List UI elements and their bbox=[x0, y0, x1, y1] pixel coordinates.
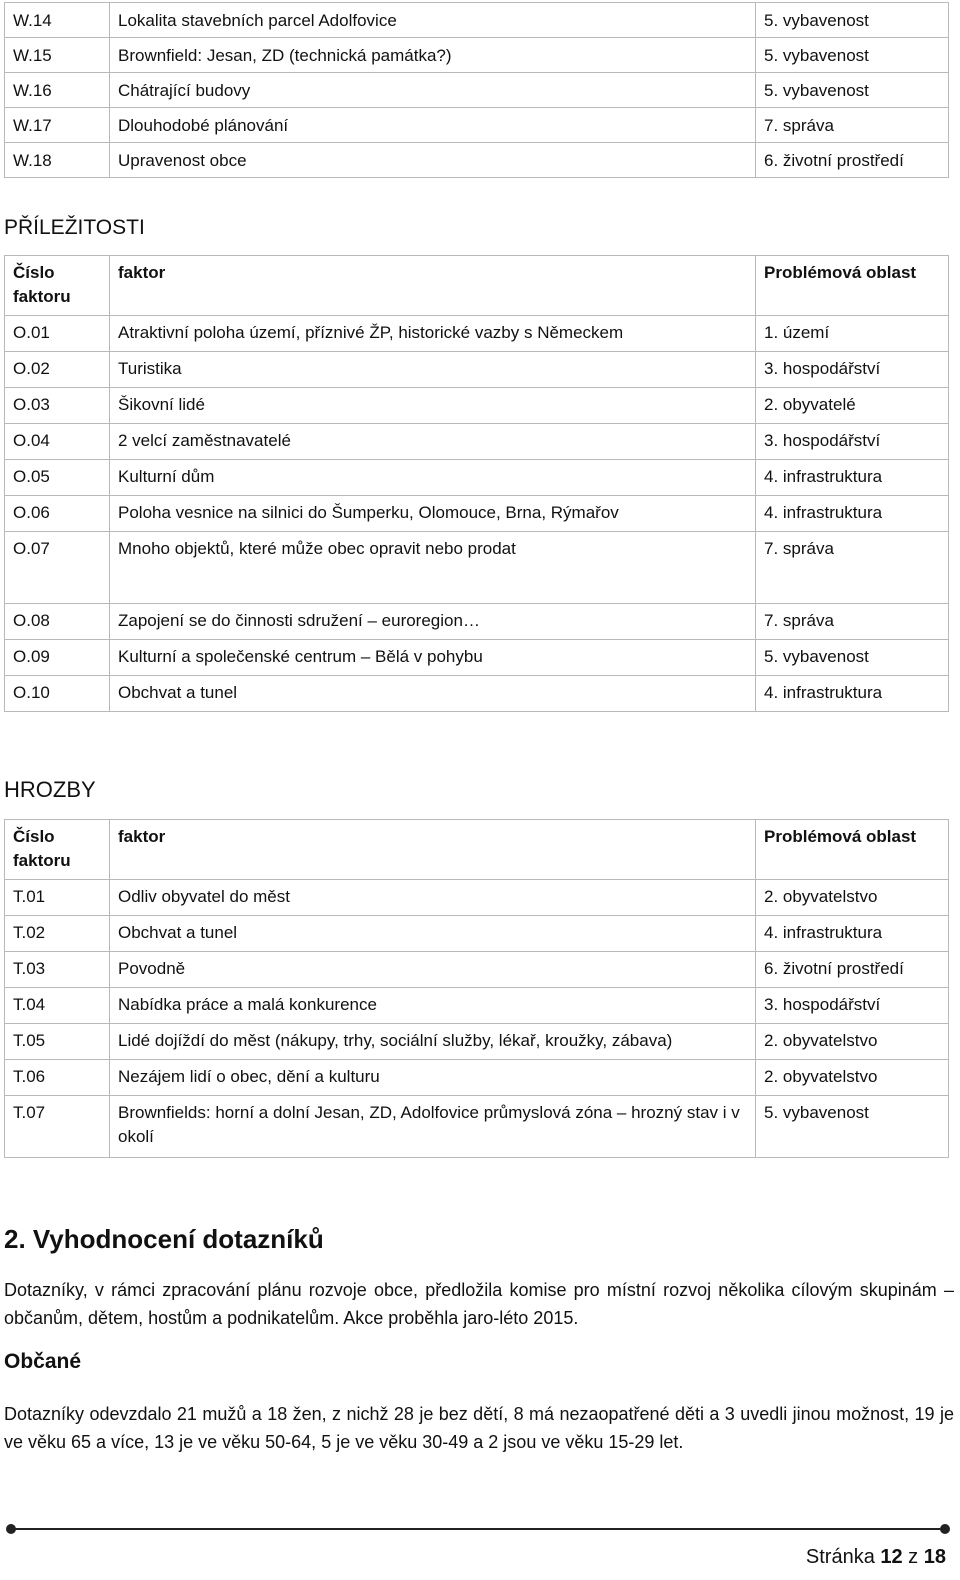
cell-factor: Nezájem lidí o obec, dění a kulturu bbox=[110, 1060, 756, 1096]
citizens-text: Dotazníky odevzdalo 21 mužů a 18 žen, z nichž 28 je bez dětí, 8 má nezaopatřené děti a 3 uvedli jinou možnost, 19 je ve věku 65 a více, 13 je ve věku 50-64, 5 je ve věku 30-49 a 2 jsou ve věku 15-29 let. bbox=[4, 1404, 954, 1452]
cell-id: O.09 bbox=[5, 640, 110, 676]
cell-id: T.05 bbox=[5, 1024, 110, 1060]
table-row bbox=[5, 38, 949, 73]
table-row bbox=[5, 988, 949, 1024]
table-row bbox=[5, 108, 949, 143]
cell-id: O.06 bbox=[5, 496, 110, 532]
table-row bbox=[5, 676, 949, 712]
cell-id: W.16 bbox=[5, 73, 110, 108]
cell-area: 5. vybavenost bbox=[756, 73, 949, 108]
cell-area: 4. infrastruktura bbox=[756, 676, 949, 712]
cell-area: 6. životní prostředí bbox=[756, 143, 949, 178]
header-factor: faktor bbox=[110, 256, 756, 316]
cell-area: 6. životní prostředí bbox=[756, 952, 949, 988]
cell-factor: Atraktivní poloha území, příznivé ŽP, historické vazby s Německem bbox=[110, 316, 756, 352]
footer-dot-left bbox=[6, 1524, 16, 1534]
table-row bbox=[5, 952, 949, 988]
cell-id: O.08 bbox=[5, 604, 110, 640]
cell-area: 7. správa bbox=[756, 604, 949, 640]
cell-id: T.03 bbox=[5, 952, 110, 988]
cell-area: 3. hospodářství bbox=[756, 988, 949, 1024]
cell-factor: Brownfield: Jesan, ZD (technická památka?) bbox=[110, 38, 756, 73]
cell-factor: 2 velcí zaměstnavatelé bbox=[110, 424, 756, 460]
cell-area: 5. vybavenost bbox=[756, 38, 949, 73]
cell-factor: Zapojení se do činnosti sdružení – euroregion… bbox=[110, 604, 756, 640]
header-area: Problémová oblast bbox=[756, 820, 949, 880]
footer-dot-right bbox=[940, 1524, 950, 1534]
cell-area: 1. území bbox=[756, 316, 949, 352]
cell-id: T.07 bbox=[5, 1096, 110, 1158]
cell-id: W.15 bbox=[5, 38, 110, 73]
table-row bbox=[5, 3, 949, 38]
threats-table bbox=[4, 819, 949, 1158]
table-row bbox=[5, 424, 949, 460]
cell-id: T.04 bbox=[5, 988, 110, 1024]
header-id: Číslo faktoru bbox=[5, 256, 110, 316]
cell-id: T.06 bbox=[5, 1060, 110, 1096]
cell-area: 7. správa bbox=[756, 532, 949, 604]
threats-title: HROZBY bbox=[4, 777, 96, 802]
cell-area: 7. správa bbox=[756, 108, 949, 143]
cell-id: T.02 bbox=[5, 916, 110, 952]
header-factor: faktor bbox=[110, 820, 756, 880]
cell-factor: Turistika bbox=[110, 352, 756, 388]
cell-id: O.07 bbox=[5, 532, 110, 604]
table-row bbox=[5, 143, 949, 178]
cell-factor: Obchvat a tunel bbox=[110, 676, 756, 712]
table-row bbox=[5, 460, 949, 496]
table-row bbox=[5, 496, 949, 532]
cell-factor: Chátrající budovy bbox=[110, 73, 756, 108]
weaknesses-table bbox=[4, 2, 949, 178]
table-row bbox=[5, 1060, 949, 1096]
opportunities-title: PŘÍLEŽITOSTI bbox=[4, 216, 145, 239]
cell-area: 4. infrastruktura bbox=[756, 916, 949, 952]
cell-id: O.10 bbox=[5, 676, 110, 712]
table-row bbox=[5, 1024, 949, 1060]
cell-factor: Poloha vesnice na silnici do Šumperku, Olomouce, Brna, Rýmařov bbox=[110, 496, 756, 532]
table-row bbox=[5, 1096, 949, 1158]
table-row bbox=[5, 880, 949, 916]
cell-factor: Upravenost obce bbox=[110, 143, 756, 178]
cell-area: 2. obyvatelstvo bbox=[756, 1060, 949, 1096]
cell-area: 4. infrastruktura bbox=[756, 460, 949, 496]
cell-id: O.02 bbox=[5, 352, 110, 388]
table-row bbox=[5, 532, 949, 604]
cell-id: W.18 bbox=[5, 143, 110, 178]
table-row bbox=[5, 604, 949, 640]
cell-area: 2. obyvatelé bbox=[756, 388, 949, 424]
cell-area: 4. infrastruktura bbox=[756, 496, 949, 532]
opportunities-table bbox=[4, 255, 949, 712]
cell-factor: Povodně bbox=[110, 952, 756, 988]
cell-factor: Lidé dojíždí do měst (nákupy, trhy, sociální služby, lékař, kroužky, zábava) bbox=[110, 1024, 756, 1060]
cell-area: 3. hospodářství bbox=[756, 424, 949, 460]
table-row bbox=[5, 73, 949, 108]
cell-id: O.03 bbox=[5, 388, 110, 424]
table-row bbox=[5, 352, 949, 388]
cell-area: 5. vybavenost bbox=[756, 3, 949, 38]
cell-id: O.04 bbox=[5, 424, 110, 460]
table-header-row bbox=[5, 820, 949, 880]
cell-id: O.01 bbox=[5, 316, 110, 352]
cell-factor: Šikovní lidé bbox=[110, 388, 756, 424]
cell-factor: Odliv obyvatel do měst bbox=[110, 880, 756, 916]
cell-id: T.01 bbox=[5, 880, 110, 916]
cell-id: W.17 bbox=[5, 108, 110, 143]
footer-divider bbox=[10, 1528, 944, 1530]
cell-factor: Brownfields: horní a dolní Jesan, ZD, Adolfovice průmyslová zóna – hrozný stav i v okolí bbox=[110, 1096, 756, 1158]
cell-id: O.05 bbox=[5, 460, 110, 496]
cell-area: 2. obyvatelstvo bbox=[756, 1024, 949, 1060]
cell-area: 5. vybavenost bbox=[756, 640, 949, 676]
table-row bbox=[5, 640, 949, 676]
table-row bbox=[5, 388, 949, 424]
header-area: Problémová oblast bbox=[756, 256, 949, 316]
table-row bbox=[5, 316, 949, 352]
header-id: Číslo faktoru bbox=[5, 820, 110, 880]
cell-factor: Kulturní a společenské centrum – Bělá v pohybu bbox=[110, 640, 756, 676]
table-header-row bbox=[5, 256, 949, 316]
cell-area: 3. hospodářství bbox=[756, 352, 949, 388]
cell-factor: Lokalita stavebních parcel Adolfovice bbox=[110, 3, 756, 38]
cell-factor: Obchvat a tunel bbox=[110, 916, 756, 952]
page-number: Stránka 12 z 18 bbox=[805, 1546, 946, 1568]
survey-intro: Dotazníky, v rámci zpracování plánu rozvoje obce, předložila komise pro místní rozvoj několika cílovým skupinám – občanům, dětem, hostům a podnikatelům. Akce proběhla jaro-léto 2015. bbox=[4, 1280, 954, 1328]
cell-factor: Nabídka práce a malá konkurence bbox=[110, 988, 756, 1024]
cell-area: 2. obyvatelstvo bbox=[756, 880, 949, 916]
table-row bbox=[5, 916, 949, 952]
cell-id: W.14 bbox=[5, 3, 110, 38]
cell-factor: Dlouhodobé plánování bbox=[110, 108, 756, 143]
survey-heading: 2. Vyhodnocení dotazníků bbox=[4, 1224, 324, 1254]
citizens-heading: Občané bbox=[4, 1350, 82, 1373]
cell-factor: Kulturní dům bbox=[110, 460, 756, 496]
cell-area: 5. vybavenost bbox=[756, 1096, 949, 1158]
cell-factor: Mnoho objektů, které může obec opravit nebo prodat bbox=[110, 532, 756, 604]
